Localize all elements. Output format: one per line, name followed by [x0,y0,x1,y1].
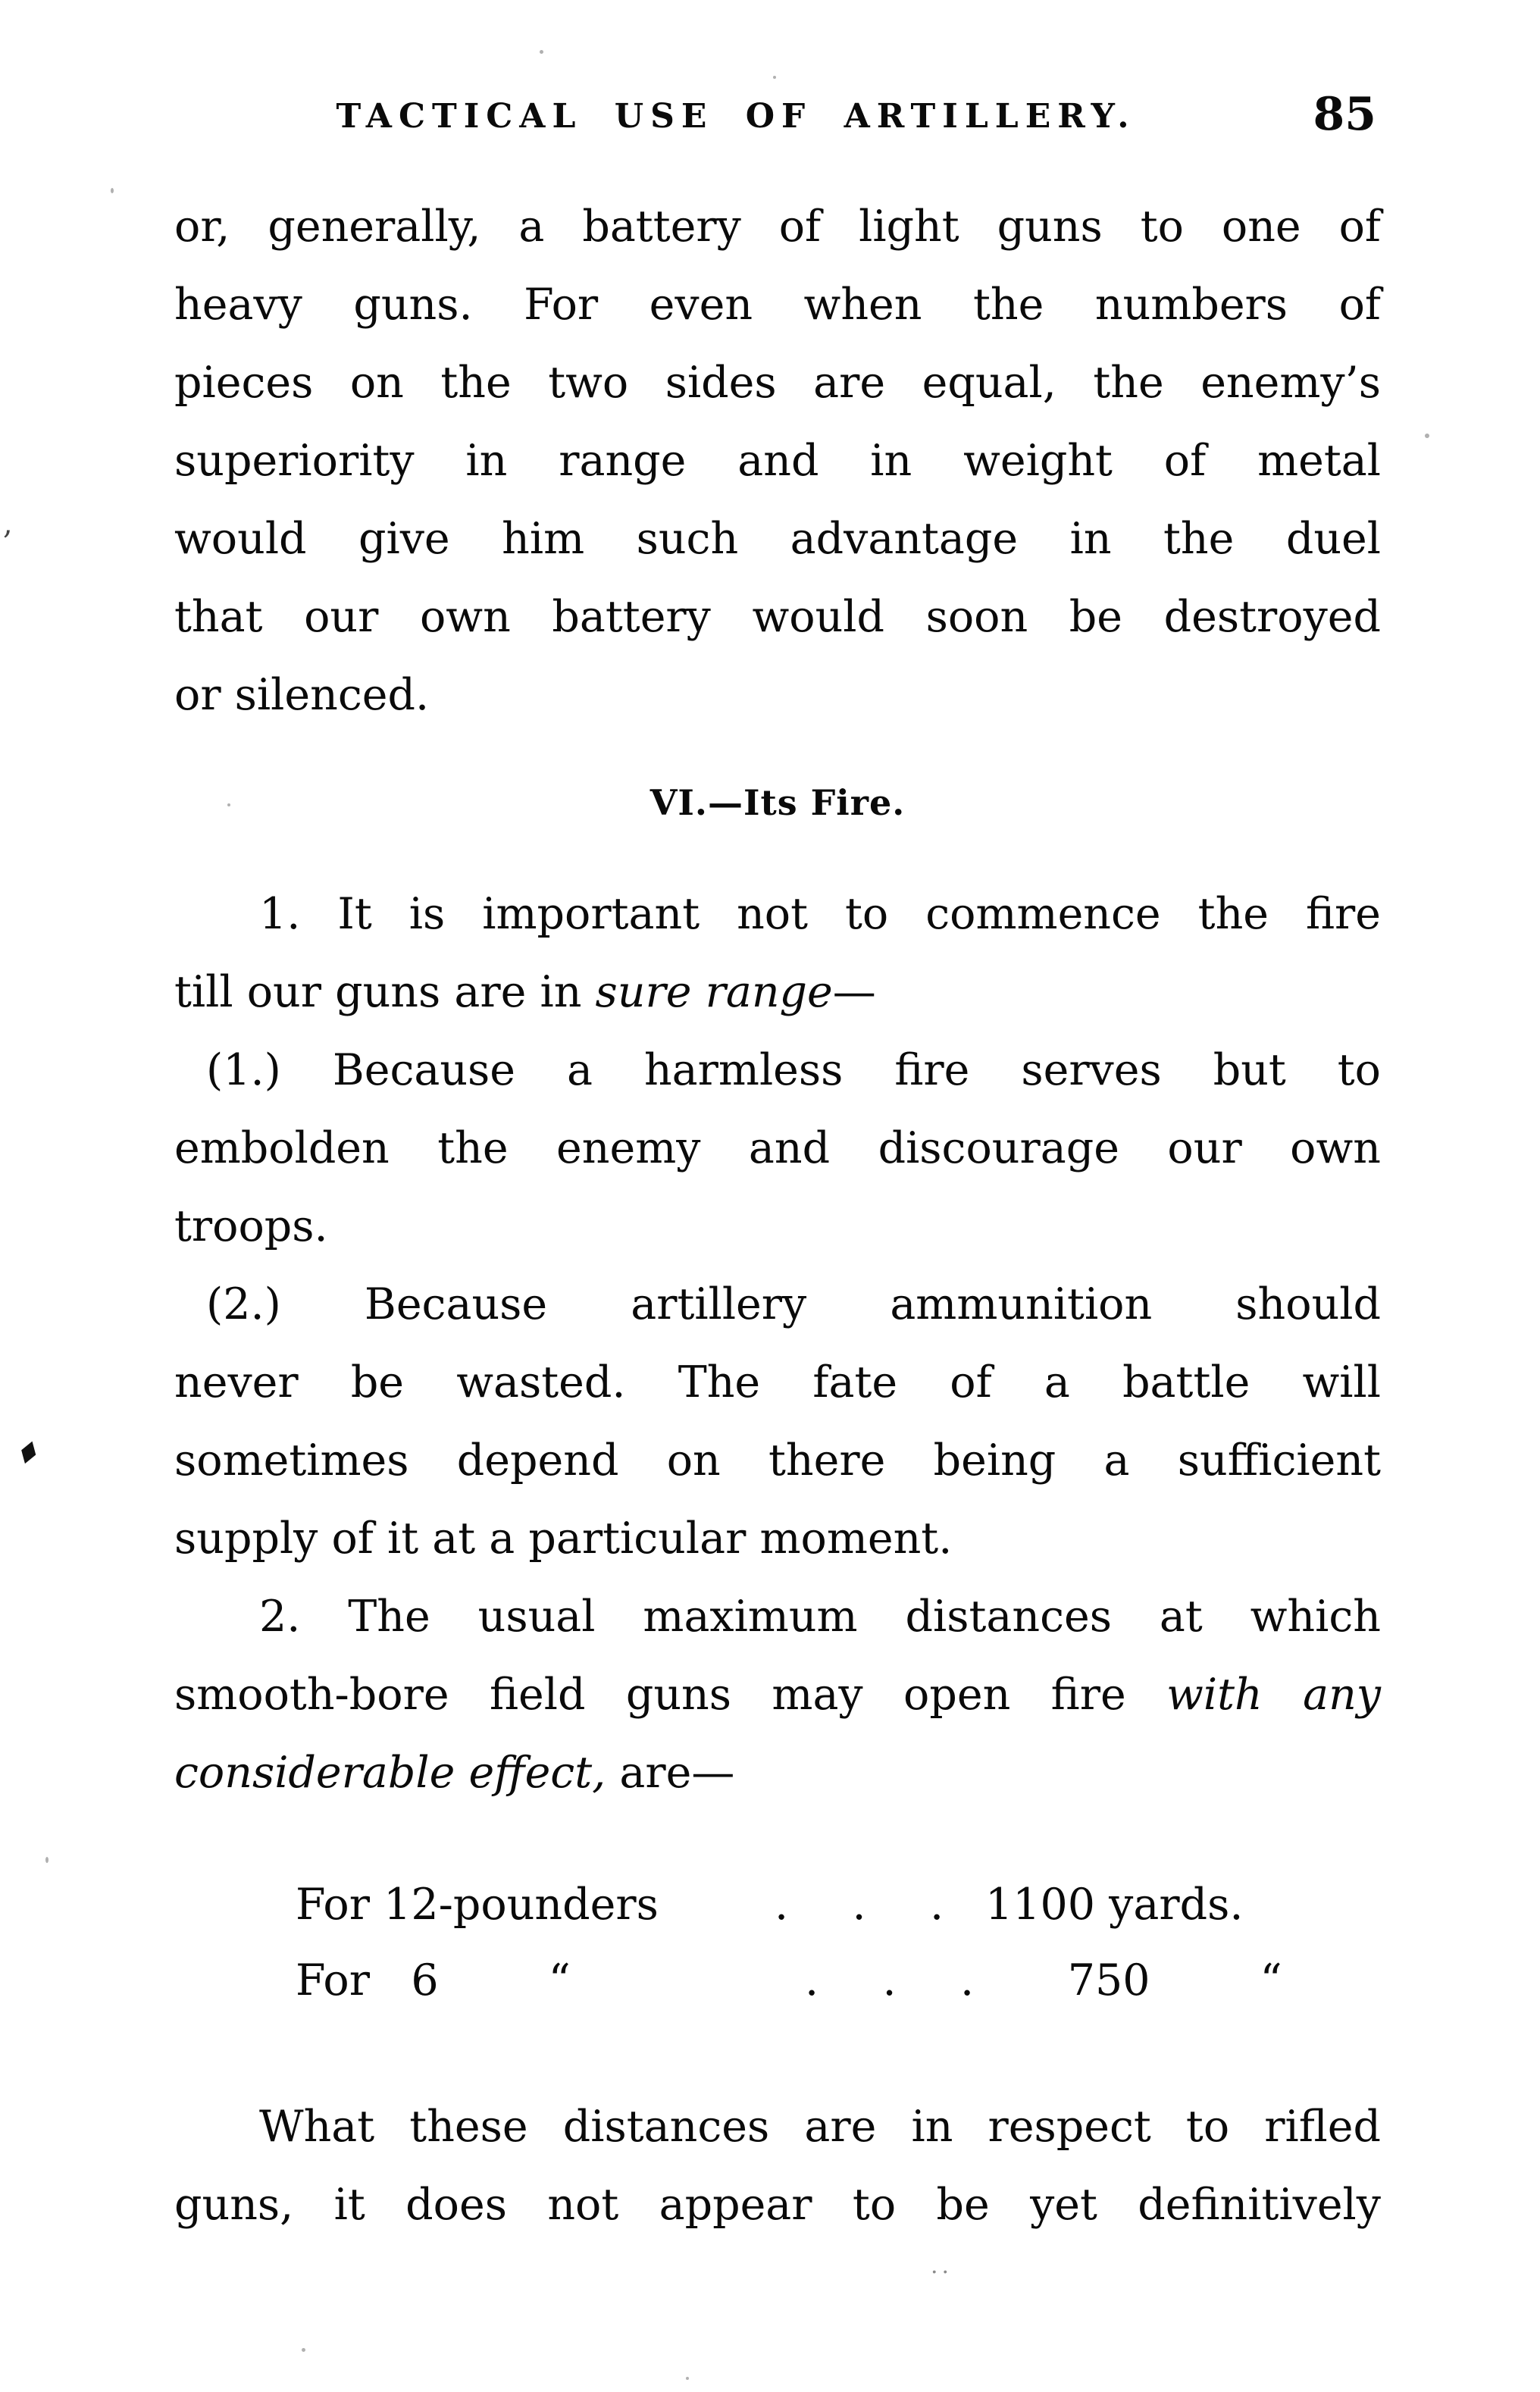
table-cell-gun: For 12-pounders [296,1880,659,1930]
running-head [174,88,1381,149]
paragraph-sub-2 [174,1266,1381,1578]
paragraph-line: never be wasted. The fate of a battle will [174,1357,1381,1407]
running-head-title: TACTICAL USE OF ARTILLERY. [336,97,1136,136]
line-text-italic: sure range [595,967,833,1017]
scan-speck [773,76,776,79]
paragraph-line: superiority in range and in weight of metal [174,436,1381,486]
paragraph-line [174,1656,1381,1734]
table-row [296,1943,1381,2018]
text-column [174,188,1381,2244]
paragraph-line: troops. [174,1201,328,1251]
section-heading: VI.—Its Fire. [649,782,906,823]
paragraph-line: guns, it does not appear to be yet definitively [174,2180,1381,2230]
paragraph-closing [174,2088,1381,2244]
line-text: smooth-bore field guns may open fire [174,1670,1167,1720]
paragraph-line: would give him such advantage in the duel [174,514,1381,564]
page-number: 85 [1313,88,1376,141]
table-cell-distance: 750 “ [985,1955,1282,2005]
table-cell-gun: For 6 “ [296,1955,571,2005]
scan-speck [1425,434,1429,438]
paragraph-sub-1 [174,1032,1381,1266]
paragraph-line [174,1734,1381,1812]
paragraph-line: pieces on the two sides are equal, the enemy’s [174,358,1381,408]
line-text: till our guns are in [174,967,596,1017]
paragraph-line: supply of it at a particular moment. [174,1514,953,1564]
line-text: are— [606,1748,735,1798]
table-leader-dots: . . . [775,1880,944,1930]
paragraph-numbered-2 [174,1578,1381,1812]
table-row [296,1867,1381,1943]
paragraph-continuation [174,188,1381,734]
scan-speck [227,803,230,806]
line-text: — [832,967,876,1017]
paragraph-numbered-1 [174,875,1381,1032]
paragraph-line: or silenced. [174,670,430,720]
distances-table [296,1867,1381,2018]
paragraph-line: (1.) Because a harmless fire serves but to [206,1045,1381,1095]
paragraph-line: embolden the enemy and discourage our own [174,1123,1381,1173]
paragraph-line: that our own battery would soon be destroyed [174,592,1381,642]
paragraph-line [174,953,1381,1032]
table-leader-dots: . . . [805,1955,975,2005]
paragraph-line: What these distances are in respect to rifled [259,2102,1381,2152]
margin-speck-mark: , [3,506,13,541]
paragraph-line: 1. It is important not to commence the fire [259,889,1381,939]
table-cell-distance: 1100 yards. [985,1880,1244,1930]
paragraph-line: or, generally, a battery of light guns to one of [174,202,1381,252]
paragraph-line: heavy guns. For even when the numbers of [174,280,1381,330]
line-text-italic: with any [1166,1670,1382,1720]
scan-speck [45,1857,49,1863]
ink-blot-mark: ♦ [11,1432,46,1476]
paragraph-line: sometimes depend on there being a sufficient [174,1436,1381,1486]
paragraph-line: (2.) Because artillery ammunition should [206,1279,1381,1329]
line-text-italic: considerable effect, [174,1748,606,1798]
scan-speck [111,188,114,193]
scan-speck [540,50,543,54]
paragraph-line: 2. The usual maximum distances at which [259,1592,1381,1642]
scan-speck [302,2348,305,2352]
bottom-speck-mark: .. [931,2253,953,2279]
scan-speck [686,2377,689,2380]
